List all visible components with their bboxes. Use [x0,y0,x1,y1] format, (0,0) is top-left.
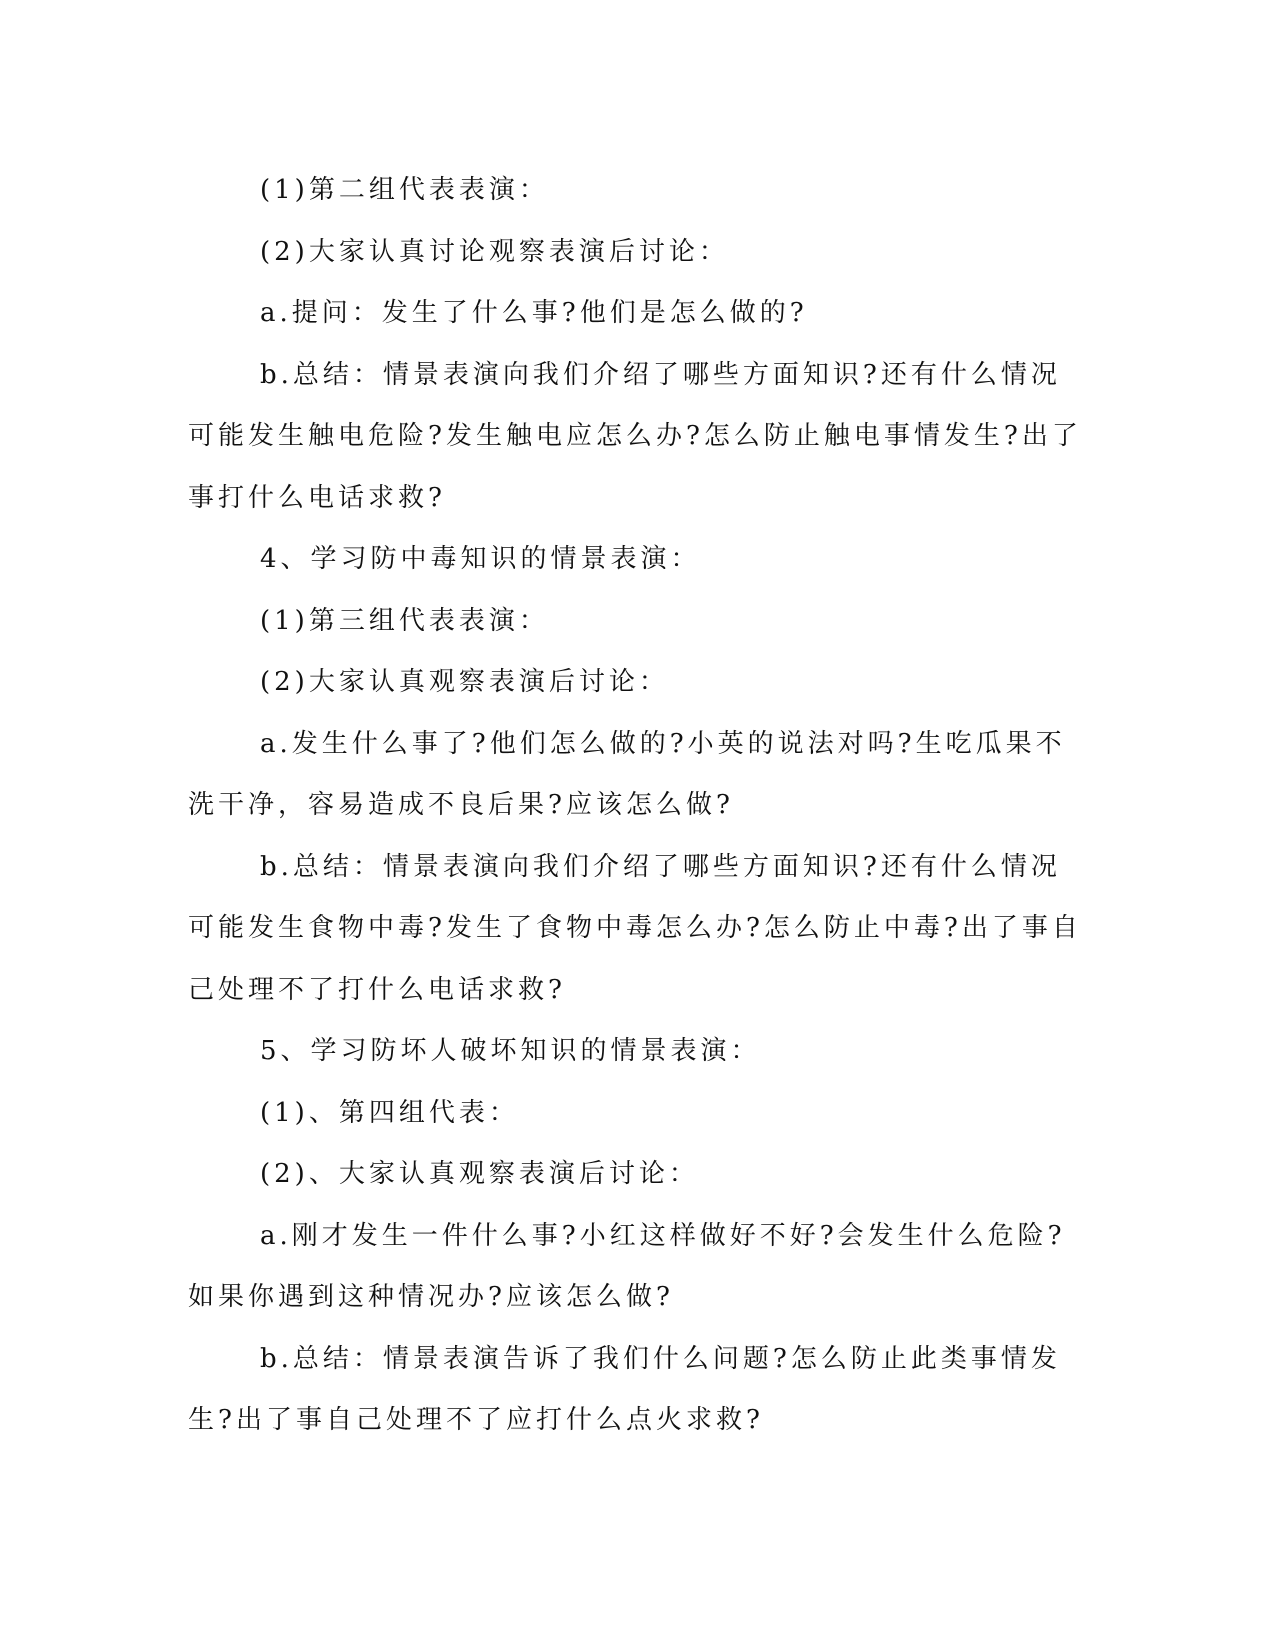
paragraph-group2-question: a.提问：发生了什么事?他们是怎么做的? [260,298,808,328]
paragraph-group4-summary: b.总结：情景表演告诉了我们什么问题?怎么防止此类事情发生?出了事自己处理不了应打什么点火求救? [188,1343,1061,1435]
paragraph-group3-summary: b.总结：情景表演向我们介绍了哪些方面知识?还有什么情况可能发生食物中毒?发生了食物中毒怎么办?怎么防止中毒?出了事自己处理不了打什么电话求救? [188,851,1082,1005]
paragraph-group2-summary: b.总结：情景表演向我们介绍了哪些方面知识?还有什么情况可能发生触电危险?发生触电应怎么办?怎么防止触电事情发生?出了事打什么电话求救? [188,359,1082,513]
paragraph-group4-question: a.刚才发生一件什么事?小红这样做好不好?会发生什么危险?如果你遇到这种情况办?应该怎么做? [188,1220,1066,1312]
heading-poison-prevention: 4、学习防中毒知识的情景表演： [260,544,701,574]
paragraph-group4-representative: (1)、第四组代表： [260,1097,519,1128]
paragraph-group4-discussion: (2)、大家认真观察表演后讨论： [260,1159,699,1189]
paragraph-group2-performance: (1)第二组代表表演： [260,175,549,205]
document-body [188,160,1088,1452]
paragraph-group3-performance: (1)第三组代表表演： [260,605,549,636]
paragraph-group3-discussion: (2)大家认真观察表演后讨论： [260,667,669,697]
heading-bad-people-prevention: 5、学习防坏人破坏知识的情景表演： [260,1036,761,1066]
paragraph-group3-question: a.发生什么事了?他们怎么做的?小英的说法对吗?生吃瓜果不洗干净，容易造成不良后果?应该怎么做? [188,728,1066,820]
paragraph-group2-discussion: (2)大家认真讨论观察表演后讨论： [260,236,729,267]
